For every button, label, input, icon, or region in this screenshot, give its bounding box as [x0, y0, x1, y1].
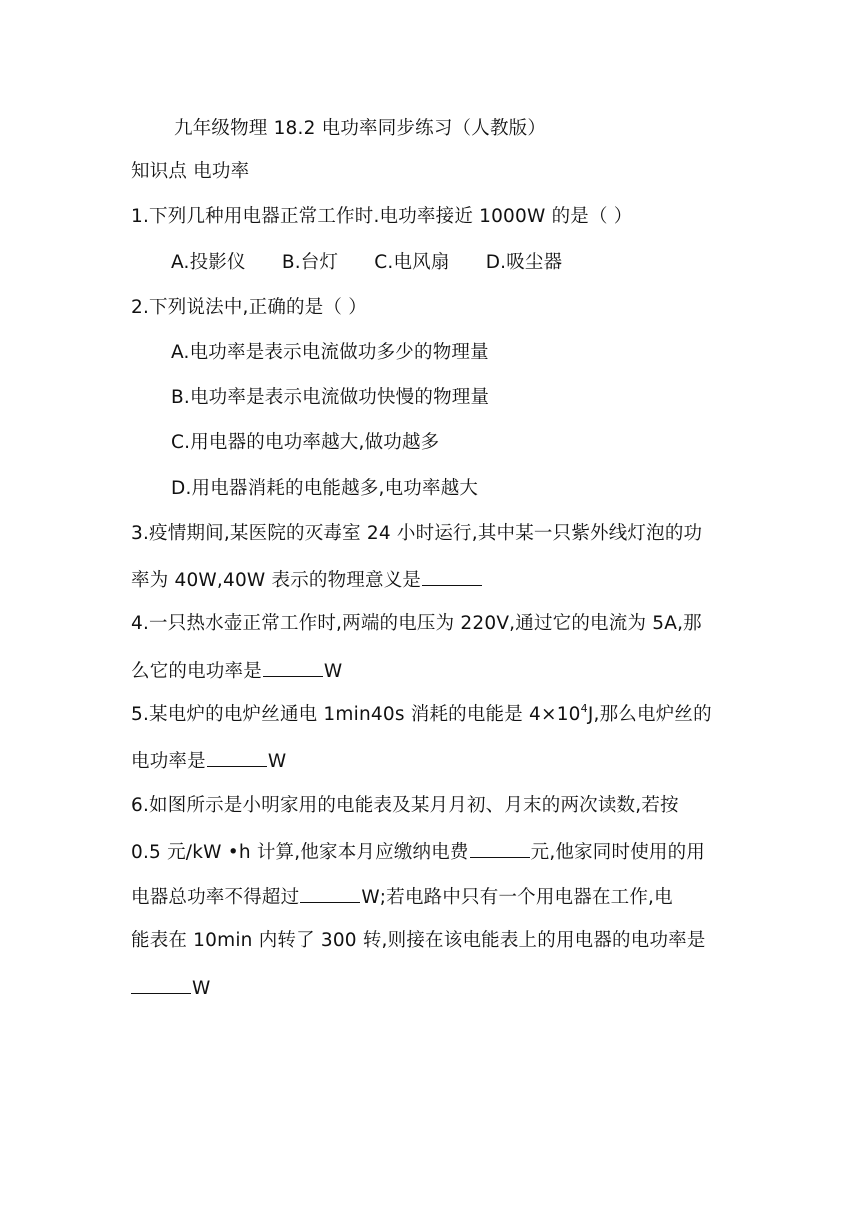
answer-blank: [263, 658, 323, 677]
unit-label: W: [323, 661, 343, 682]
question-4-line-2: [131, 658, 342, 684]
question-2-option-d: D.用电器消耗的电能越多,电功率越大: [171, 478, 479, 499]
question-6-text: 电器总功率不得超过: [131, 887, 300, 908]
question-6-line-1: 6.如图所示是小明家用的电能表及某月月初、月末的两次读数,若按: [131, 795, 679, 816]
question-5-line-1: [131, 703, 712, 727]
question-1-option-d: D.吸尘器: [485, 252, 563, 273]
question-1-option-a: A.投影仪: [171, 252, 246, 273]
unit-label: W: [267, 751, 287, 772]
question-5-text-end: J,那么电炉丝的: [587, 704, 712, 725]
answer-blank: [131, 975, 191, 994]
question-1-options: [171, 251, 562, 275]
question-3-line-2: [131, 567, 483, 593]
question-3-text: 率为 40W,40W 表示的物理意义是: [131, 570, 422, 591]
question-4-line-1: 4.一只热水壶正常工作时,两端的电压为 220V,通过它的电流为 5A,那: [131, 613, 702, 634]
question-5-line-2: [131, 748, 286, 774]
question-2-option-c: C.用电器的电功率越大,做功越多: [171, 432, 440, 453]
question-4-text: 么它的电功率是: [131, 661, 262, 682]
section-heading: 知识点 电功率: [131, 161, 250, 182]
question-2-option-b: B.电功率是表示电流做功快慢的物理量: [171, 387, 490, 408]
question-6-text: 0.5 元/kW •h 计算,他家本月应缴纳电费: [131, 842, 469, 863]
question-6-line-2: [131, 839, 705, 865]
question-5-text: 电功率是: [131, 751, 206, 772]
unit-label: W: [192, 978, 211, 999]
answer-blank: [422, 567, 482, 586]
question-6-text-end: W;若电路中只有一个用电器在工作,电: [361, 887, 673, 908]
question-1-option-b: B.台灯: [281, 252, 339, 273]
answer-blank: [470, 839, 530, 858]
question-1-option-c: C.电风扇: [374, 252, 450, 273]
answer-blank: [207, 748, 267, 767]
exponent: 4: [580, 701, 588, 715]
question-2-stem: 2.下列说法中,正确的是（ ）: [131, 297, 367, 318]
question-1-stem: 1.下列几种用电器正常工作时.电功率接近 1000W 的是（ ）: [131, 206, 633, 227]
question-3-line-1: 3.疫情期间,某医院的灭毒室 24 小时运行,其中某一只紫外线灯泡的功: [131, 523, 703, 544]
question-2-option-a: A.电功率是表示电流做功多少的物理量: [171, 342, 489, 363]
answer-blank: [300, 884, 360, 903]
question-6-line-4: 能表在 10min 内转了 300 转,则接在该电能表上的用电器的电功率是: [131, 930, 706, 951]
question-6-line-5: [131, 975, 211, 1001]
page-title: 九年级物理 18.2 电功率同步练习（人教版）: [174, 118, 547, 139]
question-6-text-end: 元,他家同时使用的用: [530, 842, 706, 863]
question-6-line-3: [131, 884, 673, 910]
question-5-text: 5.某电炉的电炉丝通电 1min40s 消耗的电能是 4×10: [131, 704, 581, 725]
